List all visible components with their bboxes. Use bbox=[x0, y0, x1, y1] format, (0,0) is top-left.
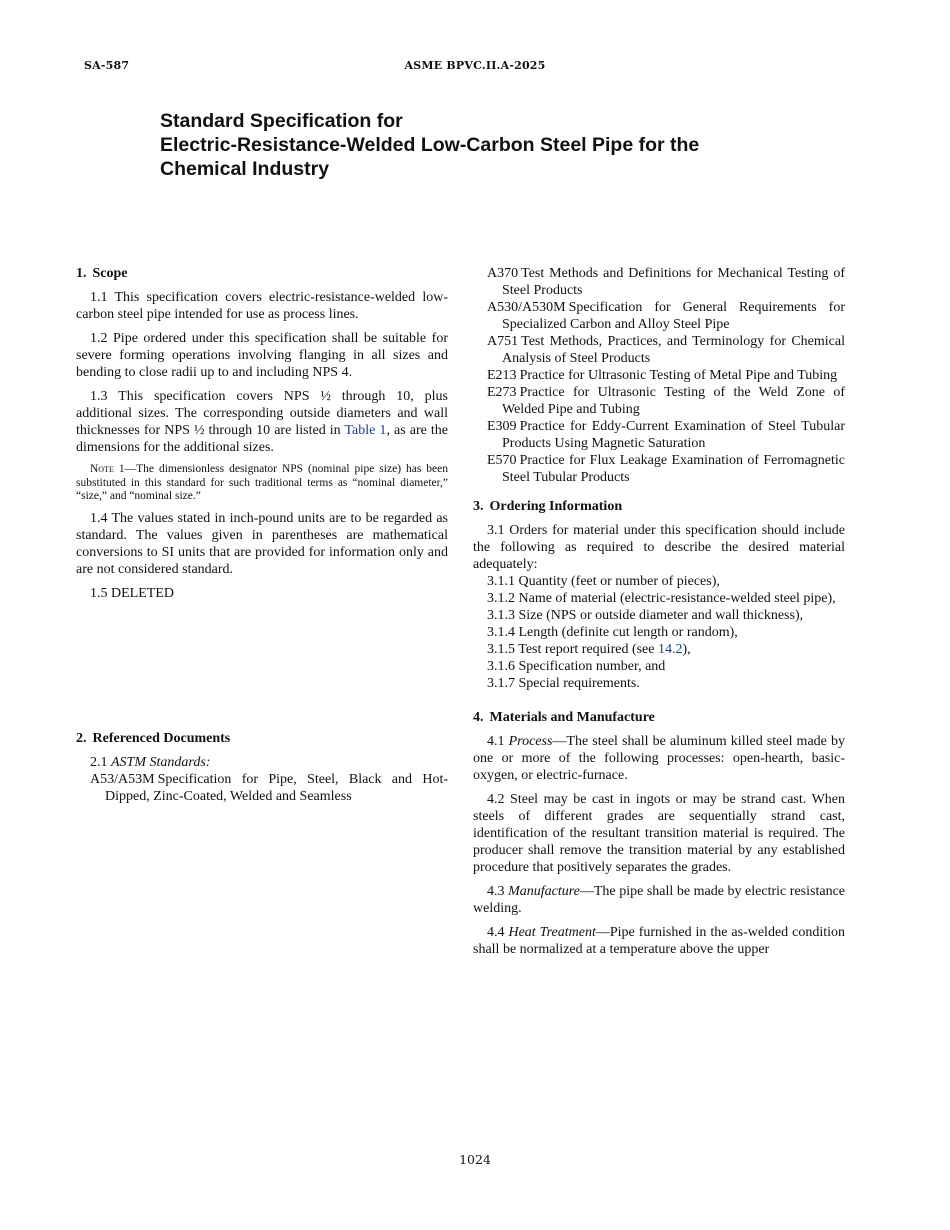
ref-item: E213 Practice for Ultrasonic Testing of Metal Pipe and Tubing bbox=[487, 368, 838, 383]
title-line-2: Electric-Resistance-Welded Low-Carbon Steel Pipe for the bbox=[160, 134, 700, 156]
section-materials-heading: 4. Materials and Manufacture bbox=[473, 710, 655, 725]
ref-item: A530/A530M Specification for General Requirements for Specialized Carbon and Alloy Steel Pipe bbox=[487, 300, 845, 332]
ref-item: A370 Test Methods and Definitions for Mechanical Testing of Steel Products bbox=[487, 266, 845, 298]
document-title bbox=[160, 109, 860, 181]
table-1-link[interactable]: Table 1 bbox=[344, 423, 387, 438]
materials-4-3: 4.3 Manufacture—The pipe shall be made by electric resistance welding. bbox=[473, 884, 845, 916]
scope-note-1: Note 1—The dimensionless designator NPS (nominal pipe size) has been substituted in this standard for such traditional terms as “nominal diameter,” “size,” and “nominal size.” bbox=[76, 463, 449, 502]
right-column bbox=[473, 265, 845, 965]
scope-1-1: 1.1 This specification covers electric-resistance-welded low-carbon steel pipe intended for use as process lines. bbox=[76, 290, 448, 322]
scope-1-5: 1.5 DELETED bbox=[90, 585, 174, 601]
ordering-3-1-5: 3.1.5 Test report required (see 14.2), bbox=[487, 642, 691, 657]
ordering-3-1-7: 3.1.7 Special requirements. bbox=[487, 676, 640, 691]
ordering-3-1-1: 3.1.1 Quantity (feet or number of pieces), bbox=[487, 574, 720, 589]
left-column bbox=[76, 265, 448, 805]
ordering-3-1-4: 3.1.4 Length (definite cut length or random), bbox=[487, 625, 738, 640]
section-scope-heading: 1. Scope bbox=[76, 266, 128, 281]
materials-4-4: 4.4 Heat Treatment—Pipe furnished in the as-welded condition shall be normalized at a temperature above the upper bbox=[473, 925, 845, 957]
materials-4-2: 4.2 Steel may be cast in ingots or may be strand cast. When steels of different grades are sequentially strand cast, identification of the resultant transition material is required. The producer shall remove the transition material by any established procedure that positively separates the grades. bbox=[473, 792, 845, 875]
astm-standards-subheading: 2.1 ASTM Standards: bbox=[90, 754, 211, 770]
title-line-3: Chemical Industry bbox=[160, 158, 330, 180]
ordering-3-1: 3.1 Orders for material under this specification should include the following as required to describe the desired material adequately: bbox=[473, 523, 845, 572]
scope-1-4: 1.4 The values stated in inch-pound units are to be regarded as standard. The values given in parentheses are mathematical conversions to SI units that are provided for information only and are not considered standard. bbox=[76, 510, 448, 577]
header-standard: ASME BPVC.II.A-2025 bbox=[404, 59, 546, 72]
ordering-3-1-6: 3.1.6 Specification number, and bbox=[487, 659, 666, 674]
ref-item: E570 Practice for Flux Leakage Examination of Ferromagnetic Steel Tubular Products bbox=[487, 453, 845, 485]
reference-list bbox=[473, 265, 845, 486]
scope-1-3: 1.3 This specification covers NPS ½ through 10, plus additional sizes. The corresponding outside diameters and wall thicknesses for NPS ½ through 10 are listed in Table 1, as are the dimensions for the additional sizes. bbox=[76, 389, 448, 455]
materials-4-1: 4.1 Process—The steel shall be aluminum killed steel made by one or more of the following processes: open-hearth, basic-oxygen, or electric-furnace. bbox=[473, 734, 845, 783]
section-ordering-heading: 3. Ordering Information bbox=[473, 499, 623, 514]
ref-item: E273 Practice for Ultrasonic Testing of the Weld Zone of Welded Pipe and Tubing bbox=[487, 385, 845, 417]
section-referenced-heading: 2. Referenced Documents bbox=[76, 730, 231, 746]
ordering-3-1-2: 3.1.2 Name of material (electric-resistance-welded steel pipe), bbox=[487, 591, 836, 606]
ordering-3-1-3: 3.1.3 Size (NPS or outside diameter and wall thickness), bbox=[487, 608, 804, 623]
title-line-1: Standard Specification for bbox=[160, 110, 403, 132]
ref-item: E309 Practice for Eddy-Current Examination of Steel Tubular Products Using Magnetic Saturation bbox=[487, 419, 845, 451]
section-14-2-link[interactable]: 14.2 bbox=[657, 642, 683, 657]
ref-item: A53/A53M Specification for Pipe, Steel, Black and Hot-Dipped, Zinc-Coated, Welded and Seamless bbox=[90, 771, 448, 804]
scope-1-2: 1.2 Pipe ordered under this specification shall be suitable for severe forming operations involving flanging in all sizes and bending to close radii up to and including NPS 4. bbox=[76, 331, 448, 380]
header-doc-id: SA-587 bbox=[84, 59, 130, 72]
ref-item: A751 Test Methods, Practices, and Terminology for Chemical Analysis of Steel Products bbox=[487, 334, 845, 366]
page-number: 1024 bbox=[459, 1152, 491, 1167]
